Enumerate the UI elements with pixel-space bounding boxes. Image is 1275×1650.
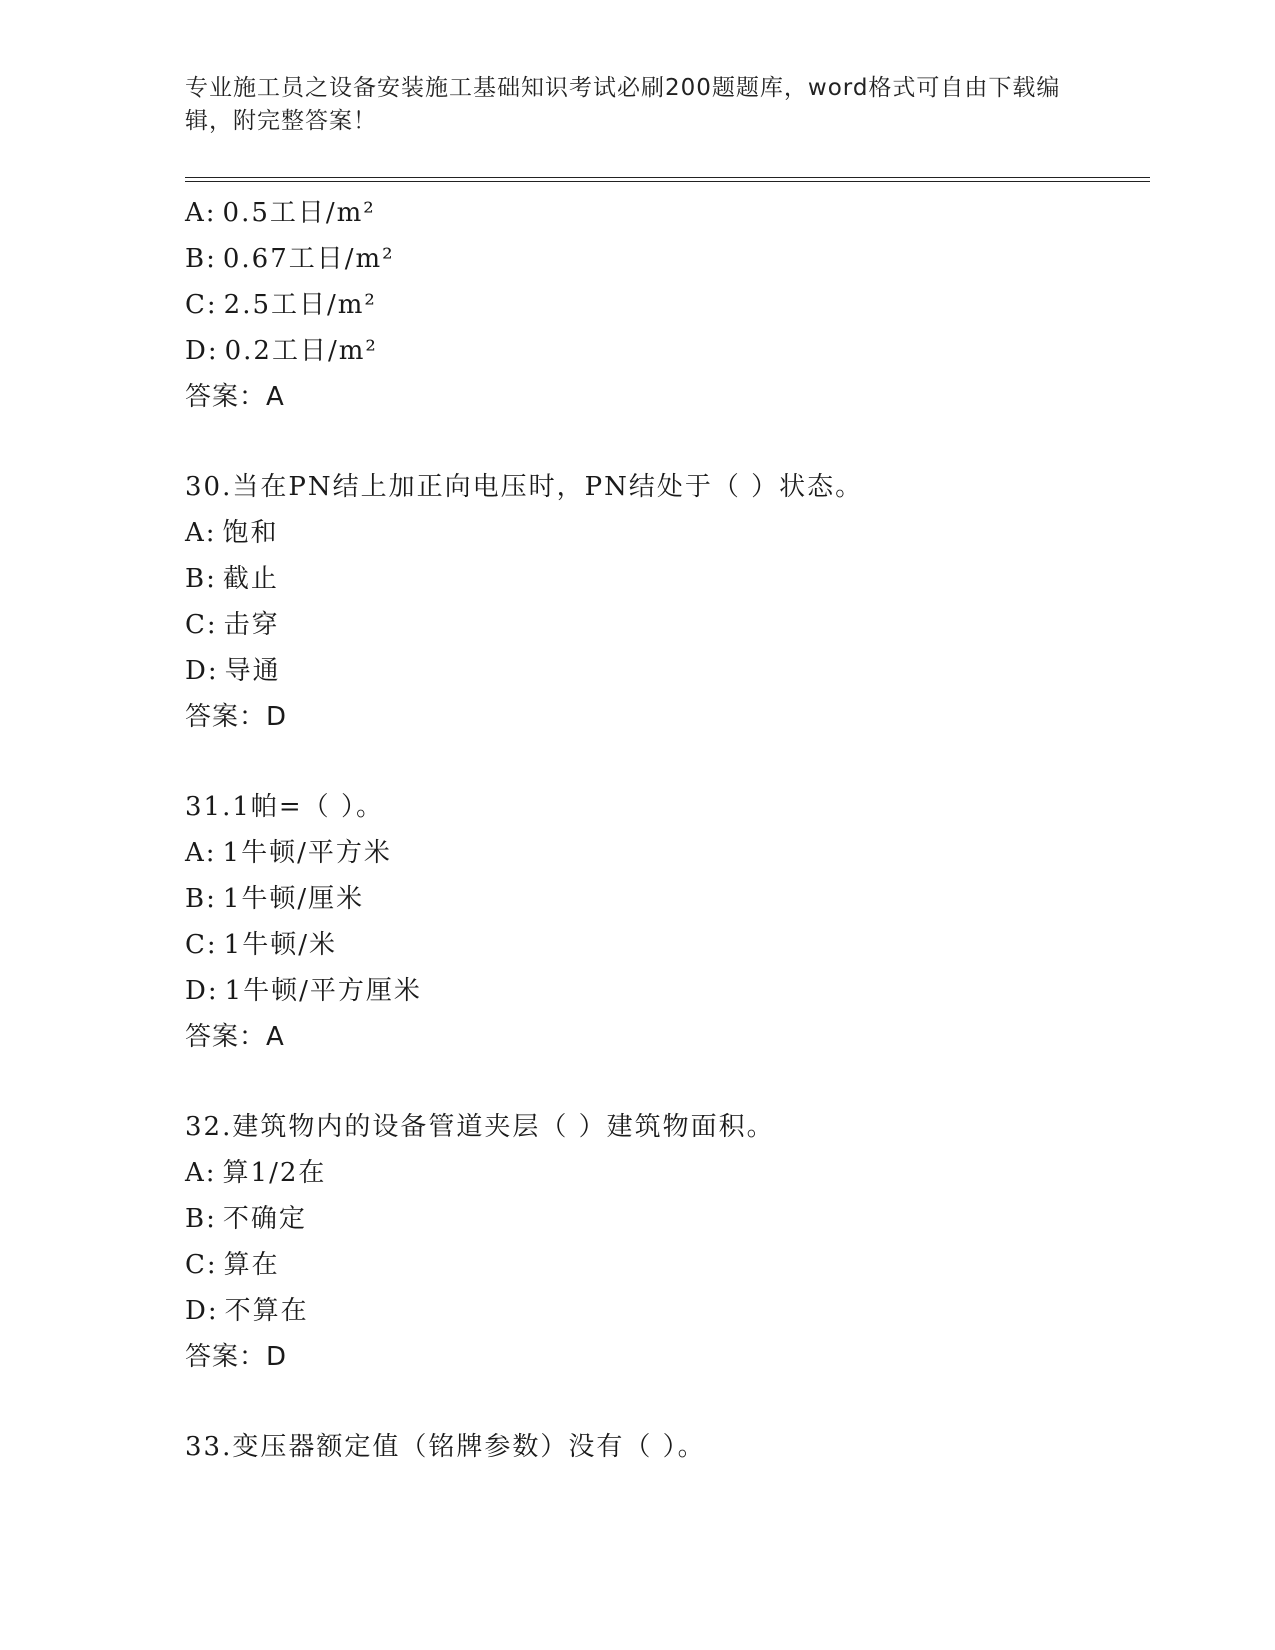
option-label: D: [185, 336, 219, 366]
answer-line: 答案：A [185, 1022, 285, 1052]
option-label: D: [185, 1296, 219, 1326]
option-b [185, 876, 1145, 922]
option-c [185, 602, 1145, 648]
option-label: B: [185, 564, 217, 594]
question-block [185, 784, 1145, 1060]
option-d [185, 1288, 1145, 1334]
option-text: 导通 [224, 656, 281, 686]
option-c [185, 922, 1145, 968]
option-label: C: [185, 290, 218, 320]
option-a [185, 1150, 1145, 1196]
document-title: 专业施工员之设备安装施工基础知识考试必刷200题题库，word格式可自由下载编辑，附完整答案！ [185, 75, 1061, 134]
option-label: A: [185, 838, 217, 868]
option-a [185, 510, 1145, 556]
option-text: 1牛顿/米 [223, 930, 337, 960]
option-label: D: [185, 976, 219, 1006]
option-b [185, 556, 1145, 602]
option-label: D: [185, 656, 219, 686]
option-text: 不确定 [222, 1204, 307, 1234]
option-label: A: [185, 518, 217, 548]
option-text: 2.5工日/m² [223, 290, 377, 320]
option-text: 1牛顿/平方厘米 [224, 976, 422, 1006]
option-c [185, 1242, 1145, 1288]
option-label: C: [185, 930, 218, 960]
option-label: A: [185, 198, 217, 228]
question-text: 31.1帕=（ ）。 [185, 792, 384, 822]
option-c [185, 282, 1145, 328]
option-text: 饱和 [222, 518, 279, 548]
option-text: 0.2工日/m² [224, 336, 378, 366]
question-block [185, 1104, 1145, 1380]
option-label: A: [185, 1158, 217, 1188]
header-divider-bottom [185, 181, 1150, 182]
question-text: 32.建筑物内的设备管道夹层（ ）建筑物面积。 [185, 1112, 775, 1142]
option-text: 1牛顿/平方米 [222, 838, 392, 868]
answer-line: 答案：A [185, 382, 285, 412]
option-label: B: [185, 1204, 217, 1234]
option-text: 算在 [223, 1250, 280, 1280]
answer-line: 答案：D [185, 1342, 288, 1372]
question-block [185, 464, 1145, 740]
option-text: 0.5工日/m² [222, 198, 376, 228]
option-text: 算1/2在 [222, 1158, 327, 1188]
option-text: 1牛顿/厘米 [222, 884, 365, 914]
option-b [185, 1196, 1145, 1242]
header-divider-top [185, 177, 1150, 178]
option-d [185, 648, 1145, 694]
question-block [185, 1424, 1145, 1470]
option-text: 0.67工日/m² [222, 244, 395, 274]
question-text: 30.当在PN结上加正向电压时，PN结处于（ ）状态。 [185, 472, 864, 502]
option-text: 击穿 [223, 610, 280, 640]
option-label: C: [185, 610, 218, 640]
option-label: B: [185, 244, 217, 274]
answer-line: 答案：D [185, 702, 288, 732]
option-text: 不算在 [224, 1296, 309, 1326]
question-block [185, 190, 1145, 420]
option-label: B: [185, 884, 217, 914]
option-a [185, 830, 1145, 876]
option-b [185, 236, 1145, 282]
option-d [185, 328, 1145, 374]
question-text: 33.变压器额定值（铭牌参数）没有（ ）。 [185, 1432, 706, 1462]
option-a [185, 190, 1145, 236]
option-d [185, 968, 1145, 1014]
option-text: 截止 [222, 564, 279, 594]
question-list [185, 190, 1145, 1470]
option-label: C: [185, 1250, 218, 1280]
